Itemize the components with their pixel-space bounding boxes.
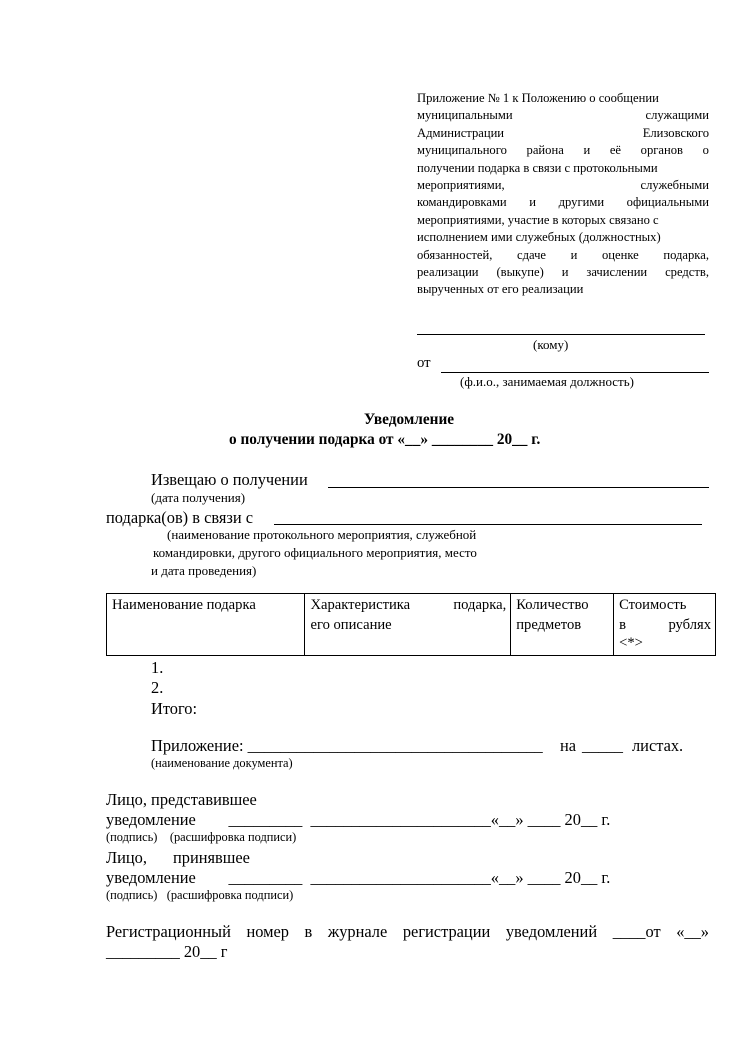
submitter-signature-line: уведомление _________ ______________________«__» ____ 20__ г. <box>106 810 611 829</box>
header-word: в <box>619 617 627 633</box>
column-header-quantity <box>511 594 614 656</box>
recipient-line <box>417 334 705 335</box>
appendix-word: (выкупе) <box>496 265 544 280</box>
header-text: Наименование подарка <box>112 597 256 613</box>
receiver-signature-line: уведомление _________ ______________________«__» ____ 20__ г. <box>106 868 611 887</box>
receiver-hint: (подпись) (расшифровка подписи) <box>106 888 294 902</box>
appendix-word: и <box>583 143 591 158</box>
registration-word: журнале <box>327 922 388 941</box>
appendix-line: получении подарка в связи с протокольными <box>417 160 658 175</box>
registration-word: уведомлений <box>505 922 598 941</box>
registration-date-line: _________ 20__ г <box>106 942 228 961</box>
sheets-label: листах. <box>632 736 684 755</box>
appendix-word: района <box>526 143 564 158</box>
appendix-line <box>417 264 709 281</box>
attachment-label: Приложение: ____________________________________ <box>151 736 543 755</box>
appendix-word: муниципального <box>417 143 507 158</box>
appendix-line <box>417 125 709 142</box>
registration-word: ____от <box>612 922 661 941</box>
appendix-word: её <box>609 143 622 158</box>
registration-word: в <box>304 922 313 941</box>
from-prefix: от <box>417 355 431 371</box>
column-header-cost <box>614 594 716 656</box>
header-text <box>310 595 506 615</box>
header-text: <*> <box>619 635 643 651</box>
document-subtitle: о получении подарка от «__» ________ 20__ г. <box>229 431 541 448</box>
appendix-word: Администрации <box>417 125 505 140</box>
appendix-word: обязанностей, <box>417 247 493 262</box>
appendix-line <box>417 142 709 159</box>
appendix-word: служащими <box>645 108 709 123</box>
notify-text: Извещаю о получении <box>151 470 308 489</box>
appendix-word: и <box>561 265 569 280</box>
header-text: его описание <box>310 617 392 633</box>
table-header-row <box>107 594 716 656</box>
header-text: Стоимость <box>619 597 687 613</box>
receiver-label-word: Лицо, <box>106 848 147 867</box>
event-hint: (наименование протокольного мероприятия, служебной <box>167 527 477 542</box>
appendix-word: Елизовского <box>642 125 709 140</box>
appendix-word: и <box>529 195 537 210</box>
list-item: 2. <box>151 678 164 697</box>
document-title: Уведомление <box>363 411 455 428</box>
appendix-line: исполнением ими служебных (должностных) <box>417 230 661 245</box>
appendix-word: командировками <box>417 195 507 210</box>
header-text: предметов <box>516 617 582 633</box>
column-header-description <box>305 594 511 656</box>
registration-word: «__» <box>676 922 709 941</box>
column-header-name <box>107 594 305 656</box>
receipt-date-line <box>328 487 709 488</box>
appendix-line <box>417 177 709 194</box>
appendix-word: мероприятиями, <box>417 178 505 193</box>
header-word: Характеристика <box>310 597 411 613</box>
appendix-word: средств, <box>665 265 709 280</box>
appendix-line: Приложение № 1 к Положению о сообщении <box>417 91 659 105</box>
appendix-word: реализации <box>417 265 479 280</box>
submitter-hint: (подпись) (расшифровка подписи) <box>106 830 297 844</box>
recipient-hint: (кому) <box>533 337 569 352</box>
appendix-word: официальными <box>626 195 709 210</box>
header-word: рублях <box>668 617 711 633</box>
header-word: подарка, <box>453 597 507 613</box>
sender-hint: (ф.и.о., занимаемая должность) <box>460 374 634 389</box>
registration-word: Регистрационный <box>106 922 231 941</box>
appendix-block <box>417 90 709 299</box>
appendix-line: вырученных от его реализации <box>417 282 584 297</box>
appendix-word: о <box>702 143 709 158</box>
appendix-line: мероприятиями, участие в которых связано с <box>417 212 659 227</box>
event-hint: командировки, другого официального мероприятия, место <box>153 545 477 560</box>
event-line <box>274 524 702 525</box>
receiver-label-word: принявшее <box>173 848 250 867</box>
sheets-count-blank: _____ <box>582 736 623 755</box>
registration-word: регистрации <box>402 922 491 941</box>
header-text <box>619 615 711 635</box>
sender-line <box>441 372 709 373</box>
submitter-label: Лицо, представившее <box>106 790 257 809</box>
appendix-line <box>417 107 709 124</box>
appendix-word: сдаче <box>517 247 547 262</box>
attachment-hint: (наименование документа) <box>151 756 293 770</box>
registration-word: номер <box>246 922 289 941</box>
appendix-word: муниципальными <box>417 108 513 123</box>
total-label: Итого: <box>151 699 198 718</box>
header-text: Количество <box>516 597 589 613</box>
gifts-table <box>106 593 716 656</box>
appendix-word: органов <box>640 143 683 158</box>
appendix-word: и <box>570 247 578 262</box>
appendix-line <box>417 247 709 264</box>
date-hint: (дата получения) <box>151 490 246 505</box>
appendix-word: зачислении <box>586 265 648 280</box>
appendix-line <box>417 194 709 211</box>
appendix-word: служебными <box>640 178 709 193</box>
registration-line <box>106 922 709 942</box>
attachment-on: на <box>560 736 577 755</box>
list-item: 1. <box>151 658 164 677</box>
appendix-word: другими <box>558 195 605 210</box>
gifts-text: подарка(ов) в связи с <box>106 508 254 527</box>
appendix-word: подарка, <box>663 247 709 262</box>
event-hint: и дата проведения) <box>151 563 257 578</box>
appendix-word: оценке <box>601 247 639 262</box>
